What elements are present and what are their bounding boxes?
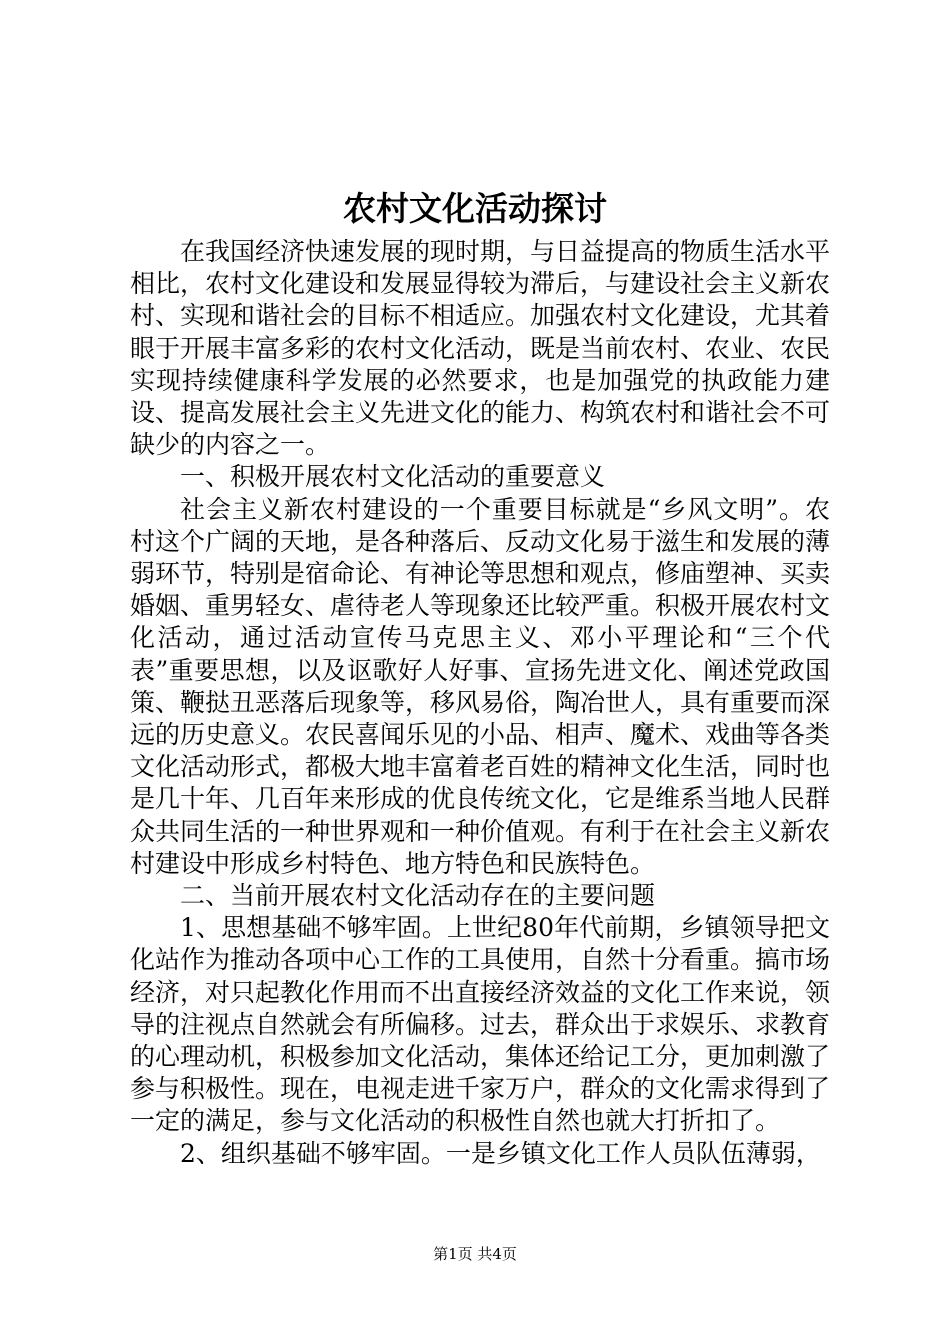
paragraph-problem-1: 1、思想基础不够牢固。上世纪80年代前期，乡镇领导把文化站作为推动各项中心工作的工具使用，自然十分看重。搞市场经济，对只起教化作用而不出直接经济效益的文化工作来说，领导的注视点自然就会有所偏移。过去，群众出于求娱乐、求教育的心理动机，积极参加文化活动，集体还给记工分，更加刺激了参与积极性。现在，电视走进千家万户，群众的文化需求得到了一定的满足，参与文化活动的积极性自然也就大打折扣了。 <box>130 913 831 1136</box>
section-heading-1: 一、积极开展农村文化活动的重要意义 <box>180 462 606 492</box>
paragraph-significance: 社会主义新农村建设的一个重要目标就是“乡风文明”。农村这个广阔的天地，是各种落后、反动文化易于滋生和发展的薄弱环节，特别是宿命论、有神论等思想和观点，修庙塑神、买卖婚姻、重男轻女、虐待老人等现象还比较严重。积极开展农村文化活动，通过活动宣传马克思主义、邓小平理论和“三个代表”重要思想，以及讴歌好人好事、宣扬先进文化、阐述党政国策、鞭挞丑恶落后现象等，移风易俗，陶冶世人，具有重要而深远的历史意义。农民喜闻乐见的小品、相声、魔术、戏曲等各类文化活动形式，都极大地丰富着老百姓的精神文化生活，同时也是几十年、几百年来形成的优良传统文化，它是维系当地人民群众共同生活的一种世界观和一种价值观。有利于在社会主义新农村建设中形成乡村特色、地方特色和民族特色。 <box>130 494 831 878</box>
section-heading-2: 二、当前开展农村文化活动存在的主要问题 <box>180 881 656 911</box>
page-footer: 第1页 共4页 <box>433 1245 517 1263</box>
document-title: 农村文化活动探讨 <box>343 189 607 228</box>
paragraph-problem-2: 2、组织基础不够牢固。一是乡镇文化工作人员队伍薄弱， <box>180 1138 821 1168</box>
document-body <box>130 236 830 1170</box>
paragraph-intro: 在我国经济快速发展的现时期，与日益提高的物质生活水平相比，农村文化建设和发展显得较为滞后，与建设社会主义新农村、实现和谐社会的目标不相适应。加强农村文化建设，尤其着眼于开展丰富多彩的农村文化活动，既是当前农村、农业、农民实现持续健康科学发展的必然要求，也是加强党的执政能力建设、提高发展社会主义先进文化的能力、构筑农村和谐社会不可缺少的内容之一。 <box>130 237 831 460</box>
